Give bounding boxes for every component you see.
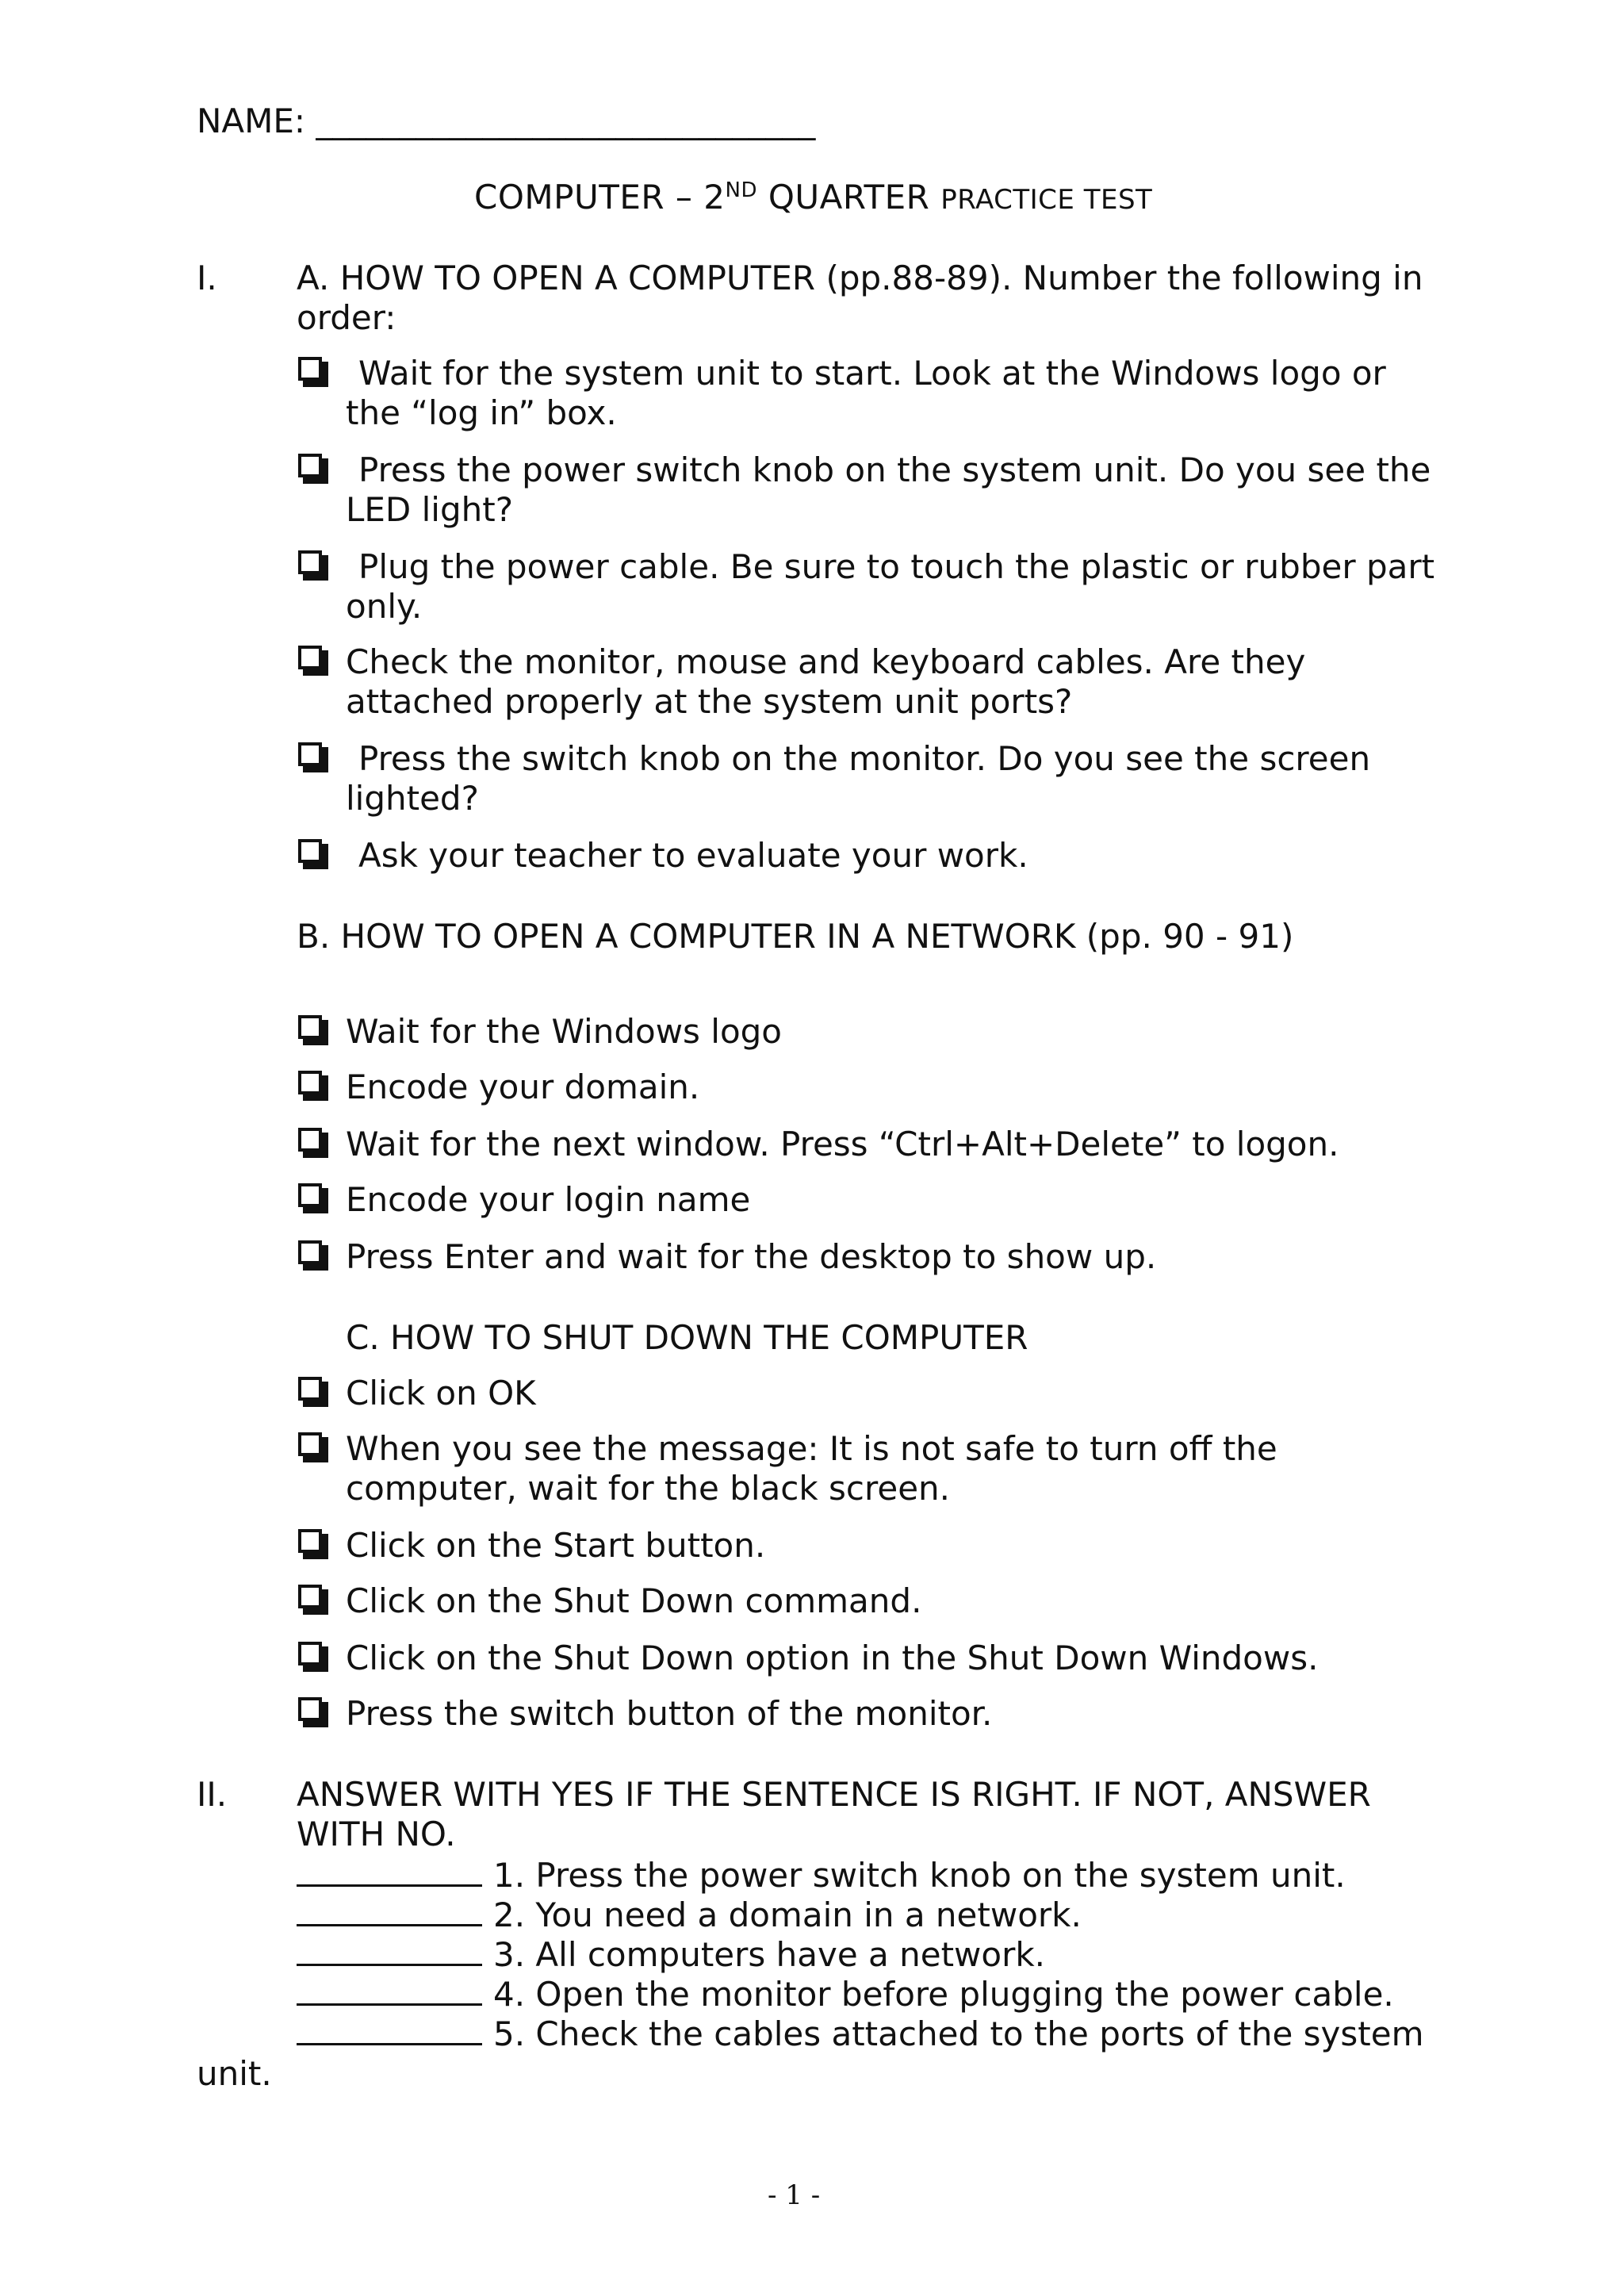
checklist-item — [297, 547, 1438, 627]
checklist-item — [297, 1581, 1438, 1621]
checklist-item-text: Click on the Shut Down option in the Shut Down Windows. — [346, 1639, 1319, 1677]
section-2-heading: ANSWER WITH YES IF THE SENTENCE IS RIGHT. IF NOT, ANSWER WITH NO. — [297, 1775, 1371, 1853]
question-text: 1. Press the power switch knob on the system unit. — [493, 1856, 1346, 1895]
section-1b-heading: B. HOW TO OPEN A COMPUTER IN A NETWORK (pp. 90 - 91) — [297, 917, 1294, 956]
checkbox-icon[interactable] — [298, 1432, 330, 1464]
page-title — [474, 178, 1152, 217]
answer-row — [297, 1894, 1082, 1935]
checklist-item — [297, 1694, 1438, 1734]
question-text: 5. Check the cables attached to the ports of the system — [493, 2014, 1424, 2053]
answer-row — [297, 1973, 1394, 2014]
checkbox-icon[interactable] — [298, 1642, 330, 1673]
checklist-item — [297, 1429, 1438, 1508]
checkbox-icon[interactable] — [298, 1015, 330, 1047]
checklist-item-text: Encode your domain. — [346, 1068, 700, 1106]
answer-row — [297, 2013, 1424, 2054]
checklist-item — [297, 1068, 1438, 1107]
checklist-item-text: Press the switch knob on the monitor. Do you see the screen lighted? — [346, 739, 1371, 818]
checklist-item-text: Press the power switch knob on the system unit. Do you see the LED light? — [346, 450, 1431, 529]
checklist-item-text: Wait for the Windows logo — [346, 1012, 782, 1051]
title-superscript: ND — [725, 178, 757, 202]
question-text: 4. Open the monitor before plugging the power cable. — [493, 1975, 1394, 2014]
checklist-item-text: Ask your teacher to evaluate your work. — [358, 836, 1028, 875]
checklist-item — [297, 1237, 1438, 1277]
checkbox-icon[interactable] — [298, 1585, 330, 1616]
checkbox-icon[interactable] — [298, 550, 330, 582]
answer-blank-field[interactable] — [297, 1854, 482, 1887]
answer-blank-field[interactable] — [297, 1894, 482, 1926]
section-1a-heading: A. HOW TO OPEN A COMPUTER (pp.88-89). Number the following in order: — [297, 259, 1423, 337]
checklist-item — [297, 1012, 1438, 1052]
title-main: COMPUTER – 2 — [474, 178, 726, 217]
checkbox-icon[interactable] — [298, 1240, 330, 1272]
checklist-item-text: Press the switch button of the monitor. — [346, 1694, 993, 1733]
question-text: 2. You need a domain in a network. — [493, 1895, 1082, 1934]
answer-row — [297, 1854, 1346, 1895]
checklist-item-text: When you see the message: It is not safe to turn off the computer, wait for the black screen. — [346, 1429, 1277, 1508]
checkbox-icon[interactable] — [298, 742, 330, 774]
page-number: - 1 - — [768, 2179, 821, 2211]
checklist-item — [297, 1526, 1438, 1566]
checkbox-icon[interactable] — [298, 646, 330, 677]
checkbox-icon[interactable] — [298, 454, 330, 485]
checklist-item — [297, 836, 1438, 876]
checkbox-icon[interactable] — [298, 1128, 330, 1159]
checklist-item — [297, 1125, 1438, 1164]
checkbox-icon[interactable] — [298, 1529, 330, 1561]
question-continuation: unit. — [197, 2054, 272, 2093]
checklist-item — [297, 1180, 1438, 1220]
title-small-caps: PRACTICE TEST — [940, 184, 1153, 216]
checklist-item — [297, 642, 1438, 722]
checklist-item-text: Click on the Start button. — [346, 1526, 766, 1565]
checklist-item-text: Click on the Shut Down command. — [346, 1581, 922, 1620]
question-text: 3. All computers have a network. — [493, 1935, 1046, 1974]
checklist-item-text: Encode your login name — [346, 1180, 751, 1219]
checklist-item-text: Wait for the system unit to start. Look at the Windows logo or the “log in” box. — [346, 354, 1386, 432]
title-quarter: QUARTER — [756, 178, 941, 217]
checklist-item-text: Wait for the next window. Press “Ctrl+Alt+Delete” to logon. — [346, 1125, 1339, 1163]
section-1c-heading: C. HOW TO SHUT DOWN THE COMPUTER — [346, 1318, 1028, 1357]
answer-blank-field[interactable] — [297, 2013, 482, 2045]
checkbox-icon[interactable] — [298, 839, 330, 871]
checkbox-icon[interactable] — [298, 357, 330, 389]
checklist-item — [297, 1374, 1438, 1413]
section-1-numeral: I. — [197, 259, 217, 297]
checklist-item — [297, 450, 1438, 530]
checkbox-icon[interactable] — [298, 1697, 330, 1729]
name-field-label: NAME: ______________________________ — [197, 102, 816, 140]
checklist-item — [297, 739, 1438, 818]
section-2-numeral: II. — [197, 1775, 228, 1814]
answer-blank-field[interactable] — [297, 1934, 482, 1966]
checklist-item-text: Check the monitor, mouse and keyboard cables. Are they attached properly at the system unit ports? — [346, 642, 1306, 721]
answer-blank-field[interactable] — [297, 1973, 482, 2006]
checkbox-icon[interactable] — [298, 1377, 330, 1409]
checklist-item — [297, 354, 1438, 433]
checklist-item — [297, 1639, 1438, 1678]
checkbox-icon[interactable] — [298, 1071, 330, 1102]
answer-row — [297, 1934, 1045, 1975]
checklist-item-text: Click on OK — [346, 1374, 536, 1412]
checklist-item-text: Plug the power cable. Be sure to touch the plastic or rubber part only. — [346, 547, 1435, 626]
checkbox-icon[interactable] — [298, 1183, 330, 1215]
checklist-item-text: Press Enter and wait for the desktop to show up. — [346, 1237, 1157, 1276]
